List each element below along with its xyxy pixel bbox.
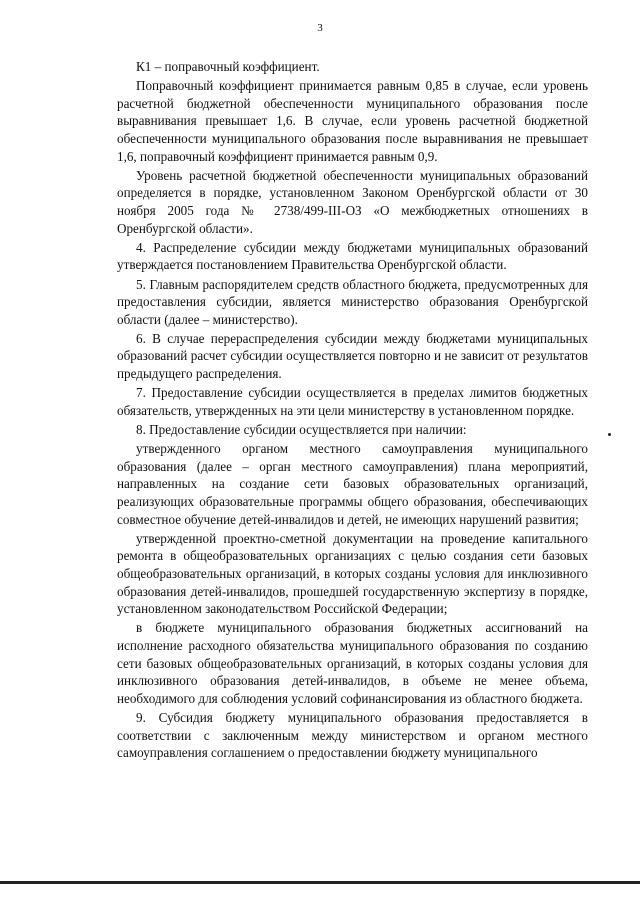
paragraph: 7. Предоставление субсидии осуществляется в пределах лимитов бюджетных обязательств, утвержденных на эти цели министерству в установленном порядке. [117,385,588,418]
paragraph: 8. Предоставление субсидии осуществляется при наличии: [136,422,467,438]
page-number: 3 [317,22,323,34]
paragraph: утвержденной проектно-сметной документации на проведение капитального ремонта в общеобразовательных организациях с целью создания сети базовых общеобразовательных организаций, в которых созданы условия для инклюзивного образования детей-инвалидов, прошедшей государственную экспертизу в порядке, установленном законодательством Российской Федерации; [117,530,588,617]
margin-dot [608,433,611,436]
paragraph: К1 – поправочный коэффициент. [136,59,320,74]
document-body [117,58,588,762]
paragraph: Поправочный коэффициент принимается равным 0,85 в случае, если уровень расчетной бюджетной обеспеченности муниципального образования после выравнивания превышает 1,6. В случае, если уровень расчетной бюджетной обеспеченности муниципального образования после выравнивания не превышает 1,6, поправочный коэффициент принимается равным 0,9. [117,78,588,164]
page-bottom-rule [0,881,640,884]
paragraph: 9. Субсидия бюджету муниципального образования предоставляется в соответствии с заключенным между министерством и органом местного самоуправления соглашением о предоставлении бюджету муниципального [117,709,588,761]
paragraph: утвержденного органом местного самоуправления муниципального образования (далее – орган местного самоуправления) плана мероприятий, направленных на создание сети базовых образовательных организаций, реализующих образовательные программы общего образования, обеспечивающих совместное обучение детей-инвалидов и детей, не имеющих нарушений развития; [117,441,588,527]
paragraph: 4. Распределение субсидии между бюджетами муниципальных образований утверждается постановлением Правительства Оренбургской области. [117,239,588,273]
paragraph: 5. Главным распорядителем средств областного бюджета, предусмотренных для предоставления субсидии, является министерство образования Оренбургской области (далее – министерство). [117,276,588,327]
paragraph: 6. В случае перераспределения субсидии между бюджетами муниципальных образований расчет субсидии осуществляется повторно и не зависит от результатов предыдущего распределения. [117,330,588,382]
paragraph: Уровень расчетной бюджетной обеспеченности муниципальных образований определяется в порядке, установленном Законом Оренбургской области от 30 ноября 2005 года № 2738/499-III-ОЗ «О межбюджетных отношениях в Оренбургской области». [117,167,588,236]
paragraph: в бюджете муниципального образования бюджетных ассигнований на исполнение расходного обязательства муниципального образования по созданию сети базовых общеобразовательных организаций, в которых созданы условия для инклюзивного образования детей-инвалидов, в объеме не менее объема, необходимого для соблюдения условий софинансирования из областного бюджета. [117,620,588,706]
